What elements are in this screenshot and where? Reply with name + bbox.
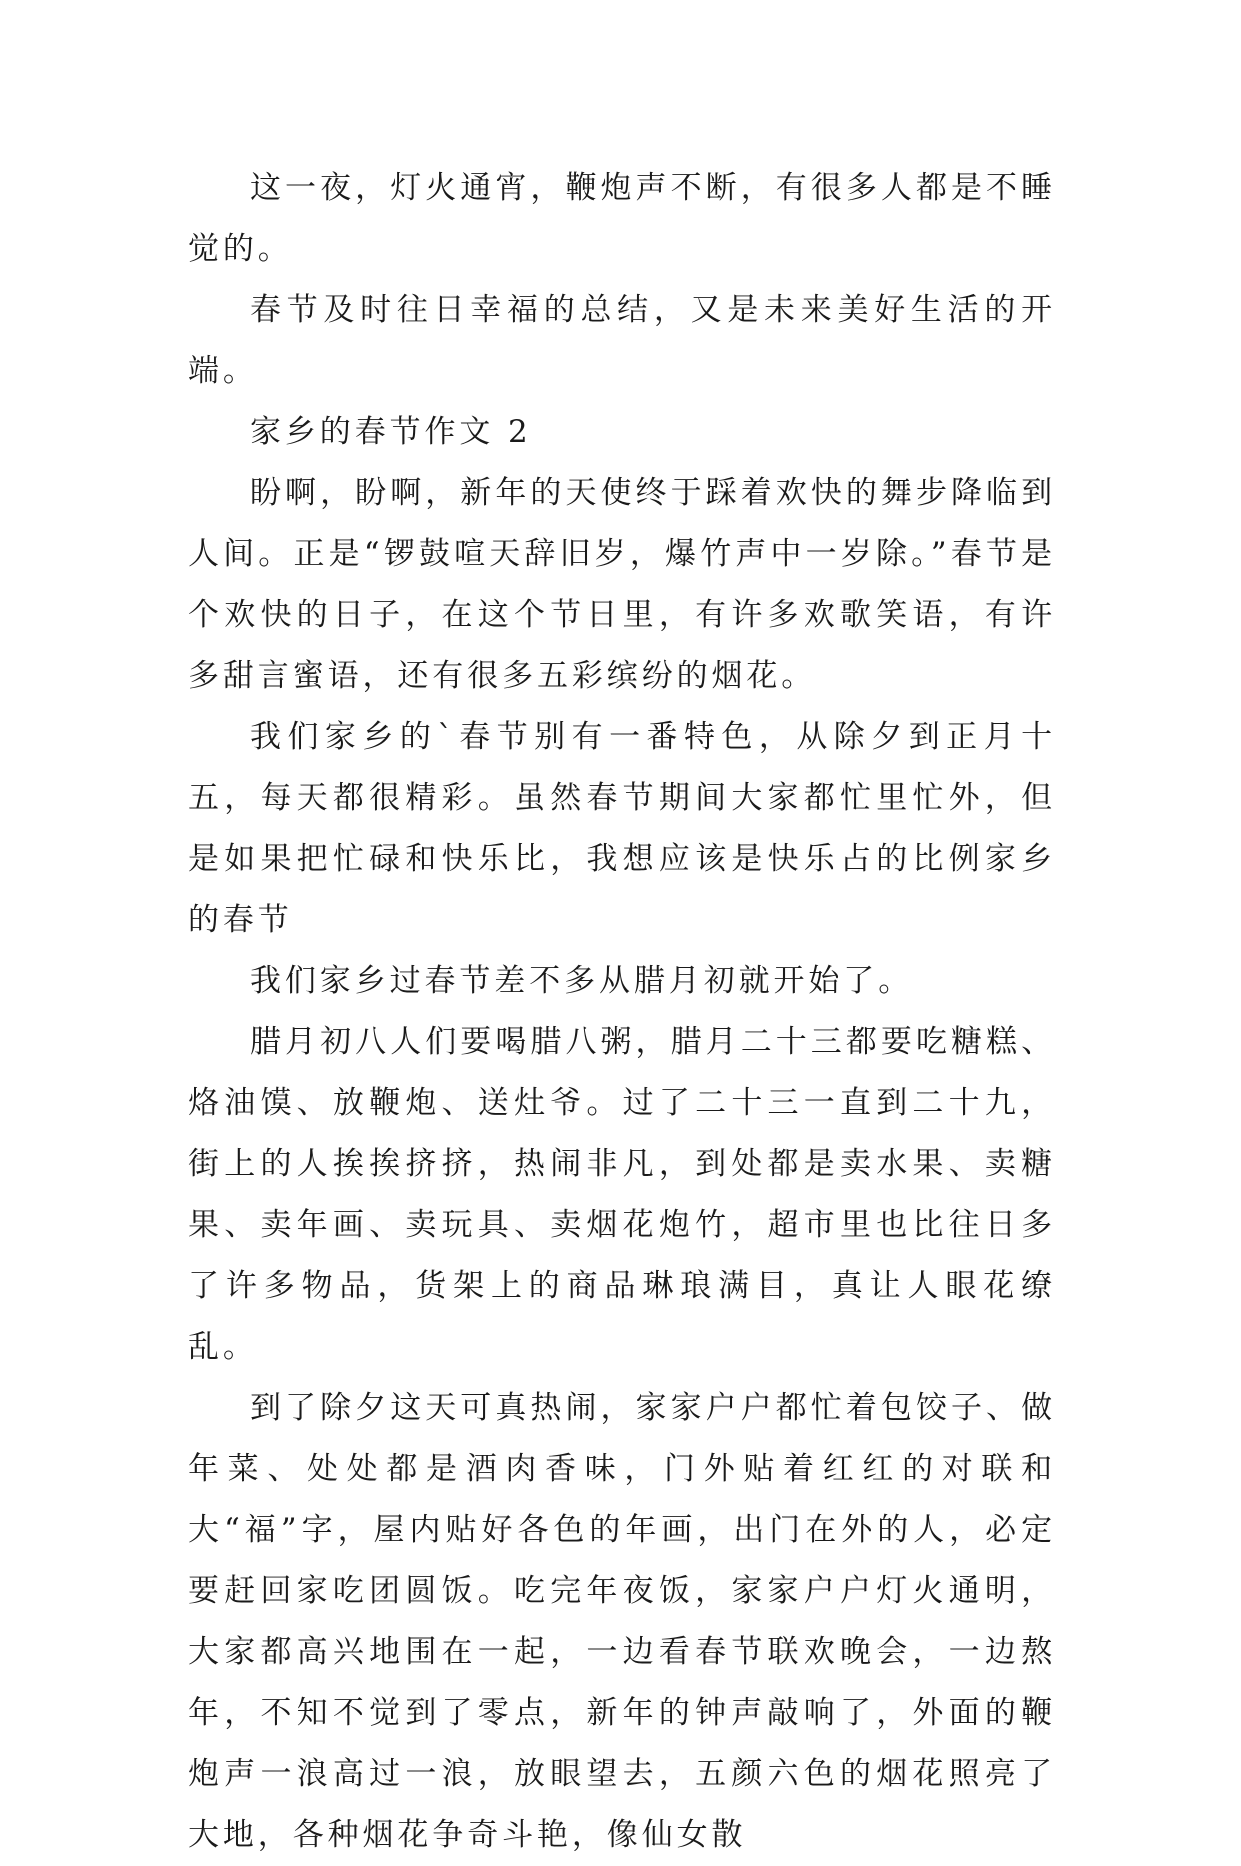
paragraph-5: 我们家乡过春节差不多从腊月初就开始了。 bbox=[250, 963, 914, 999]
paragraph-6: 腊月初八人们要喝腊八粥，腊月二十三都要吃糖糕、烙油馍、放鞭炮、送灶爷。过了二十三一直到二十九，街上的人挨挨挤挤，热闹非凡，到处都是卖水果、卖糖果、卖年画、卖玩具、卖烟花炮竹，超市里也比往日多了许多物品，货架上的商品琳琅满目，真让人眼花缭乱。 bbox=[188, 1024, 1056, 1365]
paragraph-2: 春节及时往日幸福的总结，又是未来美好生活的开端。 bbox=[188, 292, 1056, 389]
paragraph-4: 我们家乡的`春节别有一番特色，从除夕到正月十五，每天都很精彩。虽然春节期间大家都忙里忙外，但是如果把忙碌和快乐比，我想应该是快乐占的比例家乡的春节 bbox=[188, 719, 1056, 938]
paragraph-7: 到了除夕这天可真热闹，家家户户都忙着包饺子、做年菜、处处都是酒肉香味，门外贴着红红的对联和大“福”字，屋内贴好各色的年画，出门在外的人，必定要赶回家吃团圆饭。吃完年夜饭，家家户户灯火通明，大家都高兴地围在一起，一边看春节联欢晚会，一边熬年，不知不觉到了零点，新年的钟声敲响了，外面的鞭炮声一浪高过一浪，放眼望去，五颜六色的烟花照亮了大地，各种烟花争奇斗艳，像仙女散 bbox=[188, 1390, 1056, 1853]
paragraph-1: 这一夜，灯火通宵，鞭炮声不断，有很多人都是不睡觉的。 bbox=[188, 170, 1056, 267]
section-heading: 家乡的春节作文 2 bbox=[250, 414, 532, 450]
paragraph-3: 盼啊，盼啊，新年的天使终于踩着欢快的舞步降临到人间。正是“锣鼓喧天辞旧岁，爆竹声中一岁除。”春节是个欢快的日子，在这个节日里，有许多欢歌笑语，有许多甜言蜜语，还有很多五彩缤纷的烟花。 bbox=[188, 475, 1056, 694]
document-body bbox=[188, 158, 1056, 1866]
